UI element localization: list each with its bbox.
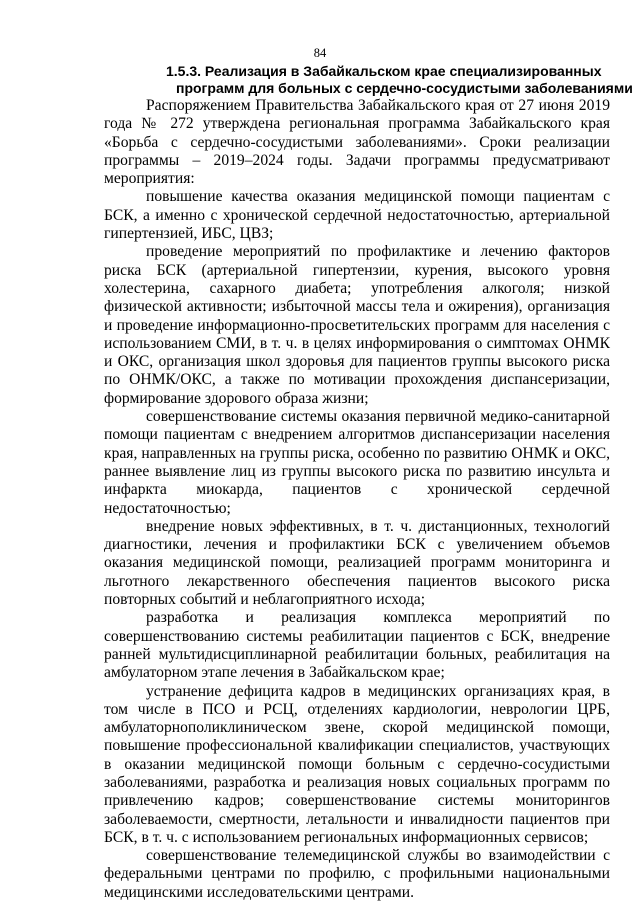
section-heading-line-1: 1.5.3. Реализация в Забайкальском крае специализированных bbox=[166, 63, 602, 79]
body-text bbox=[104, 97, 610, 902]
paragraph-task-1: повышение качества оказания медицинской помощи пациентам с БСК, а именно с хронической сердечной недостаточностью, артериальной гипертензией, ИБС, ЦВЗ; bbox=[104, 188, 610, 243]
paragraph-task-2: проведение мероприятий по профилактике и лечению факторов риска БСК (артериальной гипертензии, курения, высокого уровня холестерина, сахарного диабета; употребления алкоголя; низкой физической активности; избыточной массы тела и ожирения), организация и проведение информационно-просветительских программ для населения с использованием СМИ, в т. ч. в целях информирования о симптомах ОНМК и ОКС, организация школ здоровья для пациентов группы высокого риска по ОНМК/ОКС, а также по мотивации прохождения диспансеризации, формирование здорового образа жизни; bbox=[104, 243, 610, 407]
section-heading-line-2: программ для больных с сердечно-сосудистыми заболеваниями bbox=[176, 80, 633, 96]
page-number: 84 bbox=[313, 46, 327, 60]
paragraph-task-5: разработка и реализация комплекса мероприятий по совершенствованию системы реабилитации пациентов с БСК, внедрение ранней мультидисциплинарной реабилитации больных, реабилитация на амбулаторном этапе лечения в Забайкальском крае; bbox=[104, 609, 610, 682]
paragraph-task-3: совершенствование системы оказания первичной медико-санитарной помощи пациентам с внедрением алгоритмов диспансеризации населения края, направленных на группы риска, особенно по развитию ОНМК и ОКС, раннее выявление лиц из группы высокого риска по развитию инсульта и инфаркта миокарда, пациентов с хронической сердечной недостаточностью; bbox=[104, 408, 610, 517]
paragraph-task-6: устранение дефицита кадров в медицинских организациях края, в том числе в ПСО и РСЦ, отделениях кардиологии, неврологии ЦРБ, амбулаторнополиклиническом звене, скорой медицинской помощи, повышение профессиональной квалификации специалистов, участвующих в оказании медицинской помощи больным с сердечно-сосудистыми заболеваниями, разработка и реализация новых социальных программ по привлечению кадров; совершенствование системы мониторингов заболеваемости, смертности, летальности и инвалидности пациентов при БСК, в т. ч. с использованием региональных информационных сервисов; bbox=[104, 682, 610, 846]
paragraph-task-7: совершенствование телемедицинской службы во взаимодействии с федеральными центрами по профилю, с профильными национальными медицинскими исследовательскими центрами. bbox=[104, 847, 610, 901]
paragraph-task-4: внедрение новых эффективных, в т. ч. дистанционных, технологий диагностики, лечения и профилактики БСК с увеличением объемов оказания медицинской помощи, реализацией программ мониторинга и льготного лекарственного обеспечения пациентов высокого риска повторных событий и неблагоприятного исхода; bbox=[104, 517, 610, 609]
paragraph-intro: Распоряжением Правительства Забайкальского края от 27 июня 2019 года № 272 утверждена региональная программа Забайкальского края «Борьба с сердечно-сосудистыми заболеваниями». Сроки реализации программы – 2019–2024 годы. Задачи программы предусматривают мероприятия: bbox=[104, 97, 610, 188]
section-heading bbox=[166, 63, 633, 97]
